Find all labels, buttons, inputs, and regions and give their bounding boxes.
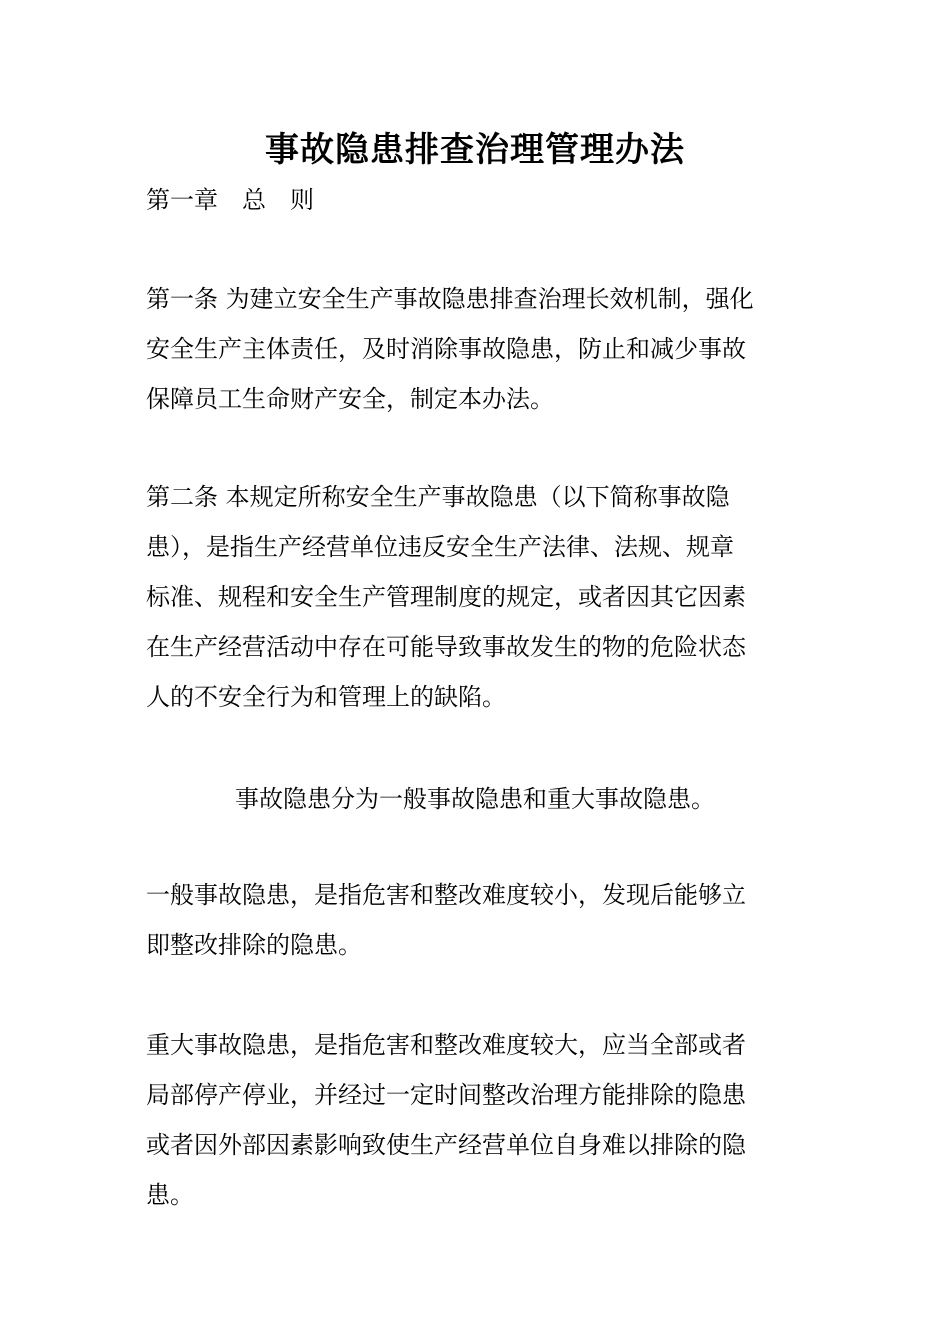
article-2-line: 人的不安全行为和管理上的缺陷。 xyxy=(146,683,506,711)
article-2-line: 在生产经营活动中存在可能导致事故发生的物的危险状态 xyxy=(146,633,746,661)
document-title: 事故隐患排查治理管理办法 xyxy=(265,130,685,170)
hazard-classification: 事故隐患分为一般事故隐患和重大事故隐患。 xyxy=(235,785,715,813)
article-1-line: 安全生产主体责任，及时消除事故隐患，防止和减少事故 xyxy=(146,335,746,363)
major-hazard-line: 或者因外部因素影响致使生产经营单位自身难以排除的隐 xyxy=(146,1131,746,1159)
major-hazard-line: 局部停产停业，并经过一定时间整改治理方能排除的隐患 xyxy=(146,1081,746,1109)
article-2-line: 第二条 本规定所称安全生产事故隐患（以下简称事故隐 xyxy=(146,483,730,511)
major-hazard-definition xyxy=(146,1020,826,1220)
article-2-line: 患），是指生产经营单位违反安全生产法律、法规、规章 xyxy=(146,533,734,561)
chapter-heading: 第一章 总 则 xyxy=(146,186,314,214)
article-1-line: 保障员工生命财产安全，制定本办法。 xyxy=(146,385,554,413)
general-hazard-line: 即整改排除的隐患。 xyxy=(146,931,362,959)
article-1-line: 第一条 为建立安全生产事故隐患排查治理长效机制，强化 xyxy=(146,285,754,313)
article-2-line: 标准、规程和安全生产管理制度的规定，或者因其它因素 xyxy=(146,583,746,611)
article-2 xyxy=(146,472,826,722)
general-hazard-line: 一般事故隐患，是指危害和整改难度较小，发现后能够立 xyxy=(146,881,746,909)
article-1 xyxy=(146,274,826,424)
general-hazard-definition xyxy=(146,870,826,970)
major-hazard-line: 重大事故隐患，是指危害和整改难度较大，应当全部或者 xyxy=(146,1031,746,1059)
major-hazard-line: 患。 xyxy=(146,1181,194,1209)
